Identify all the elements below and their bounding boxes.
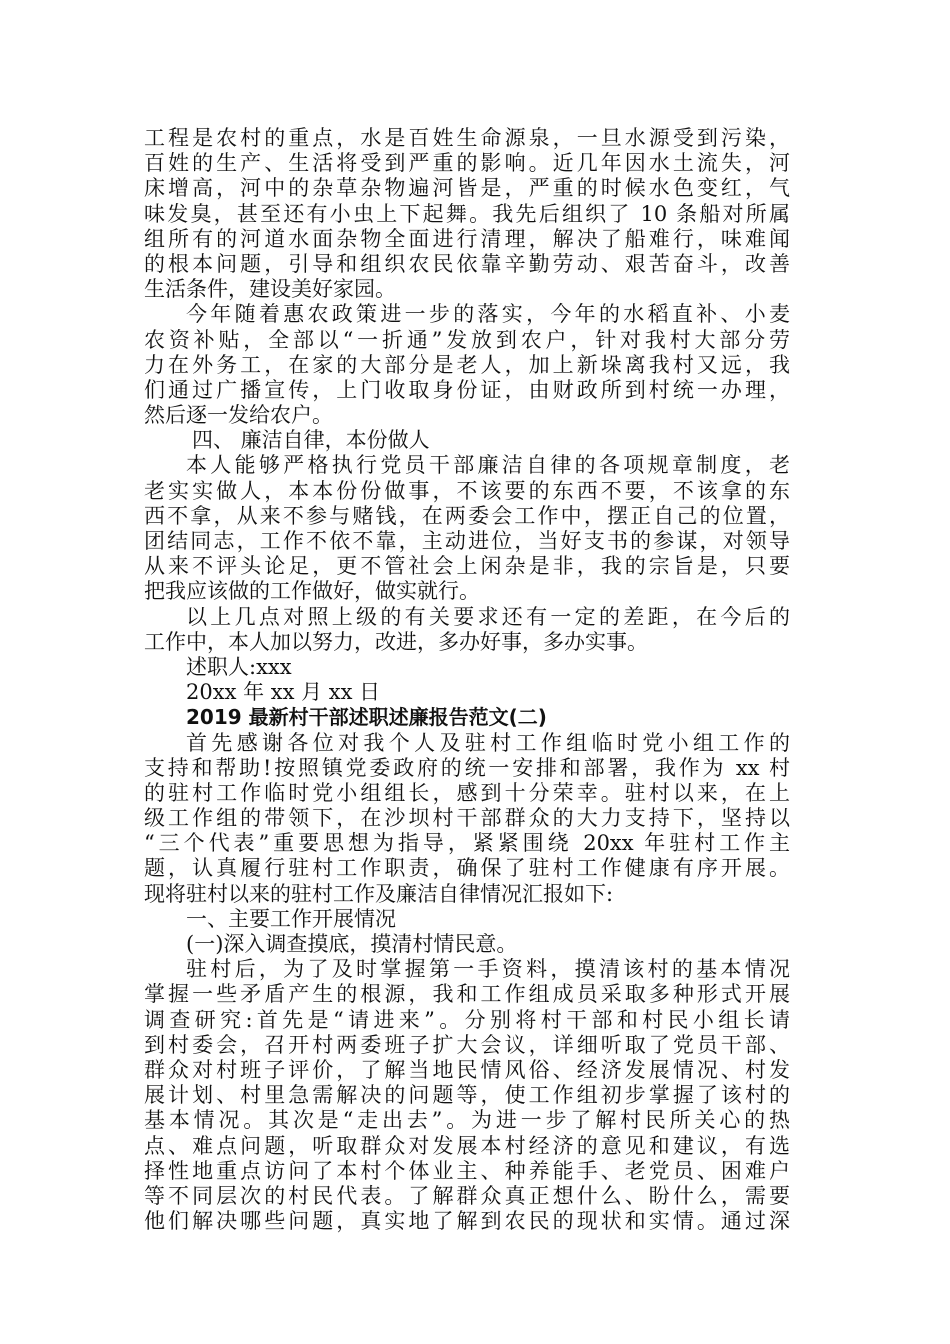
text-line: 百姓的生产、生活将受到严重的影响。近几年因水土流失，河 — [144, 151, 790, 176]
date-line: 20xx 年 xx 月 xx 日 — [186, 680, 381, 705]
signature-line: 述职人:xxx — [186, 654, 292, 679]
text-line: 展计划、村里急需解决的问题等，使工作组初步掌握了该村的 — [144, 1083, 790, 1108]
text-line: 支持和帮助!按照镇党委政府的统一安排和部署，我作为 xx 村 — [144, 755, 790, 780]
subsection-heading: (一)深入调查摸底，摸清村情民意。 — [186, 932, 518, 956]
text-line: 组所有的河道水面杂物全面进行清理，解决了船难行，味难闻 — [144, 226, 790, 251]
text-line: 点、难点问题，听取群众对发展本村经济的意见和建议，有选 — [144, 1133, 790, 1158]
paragraph-start: 本人能够严格执行党员干部廉洁自律的各项规章制度，老 — [186, 453, 790, 478]
article-title: 2019 最新村干部述职述廉报告范文(二) — [186, 705, 547, 730]
text-line: 择性地重点访问了本村个体业主、种养能手、老党员、困难户 — [144, 1158, 790, 1183]
text-line: 群众对村班子评价，了解当地民情风俗、经济发展情况、村发 — [144, 1057, 790, 1082]
section-heading: 四、 廉洁自律，本份做人 — [192, 428, 430, 453]
paragraph-start: 今年随着惠农政策进一步的落实，今年的水稻直补、小麦 — [186, 302, 790, 327]
text-line: 到村委会，召开村两委班子扩大会议，详细听取了党员干部、 — [144, 1032, 790, 1057]
text-line: 西不拿，从来不参与赌钱，在两委会工作中，摆正自己的位置， — [144, 503, 790, 528]
text-line: 味发臭，甚至还有小虫上下起舞。我先后组织了 10 条船对所属 — [144, 201, 790, 226]
text-line: 的根本问题，引导和组织农民依靠辛勤劳动、艰苦奋斗，改善 — [144, 251, 790, 276]
text-line: 他们解决哪些问题，真实地了解到农民的现状和实情。通过深 — [144, 1209, 790, 1234]
text-line: 从来不评头论足，更不管社会上闲杂是非，我的宗旨是，只要 — [144, 554, 790, 579]
text-line: 工作中，本人加以努力，改进，多办好事，多办实事。 — [144, 629, 648, 654]
text-line: 现将驻村以来的驻村工作及廉洁自律情况汇报如下: — [144, 881, 614, 906]
text-line: 生活条件，建设美好家园。 — [144, 277, 396, 302]
text-line: 们通过广播宣传，上门收取身份证，由财政所到村统一办理， — [144, 377, 790, 402]
paragraph-start: 首先感谢各位对我个人及驻村工作组临时党小组工作的 — [186, 730, 790, 755]
text-line: 把我应该做的工作做好，做实就行。 — [144, 579, 480, 604]
text-line: 掌握一些矛盾产生的根源，我和工作组成员采取多种形式开展 — [144, 982, 790, 1007]
text-line: 级工作组的带领下，在沙坝村干部群众的大力支持下，坚持以 — [144, 806, 790, 831]
text-line: 然后逐一发给农户。 — [144, 403, 333, 428]
text-line: 力在外务工，在家的大部分是老人，加上新垛离我村又远，我 — [144, 352, 790, 377]
text-line: 基本情况。其次是“走出去”。为进一步了解村民所关心的热 — [144, 1108, 790, 1133]
text-line: 农资补贴，全部以“一折通”发放到农户，针对我村大部分劳 — [144, 327, 790, 352]
text-line: 调查研究:首先是“请进来”。分别将村干部和村民小组长请 — [144, 1007, 790, 1032]
text-line: “三个代表”重要思想为指导，紧紧围绕 20xx 年驻村工作主 — [144, 831, 790, 856]
text-line: 工程是农村的重点，水是百姓生命源泉，一旦水源受到污染， — [144, 126, 790, 150]
document-page — [144, 126, 790, 1234]
paragraph-start: 以上几点对照上级的有关要求还有一定的差距，在今后的 — [186, 604, 790, 629]
paragraph-start: 驻村后，为了及时掌握第一手资料，摸清该村的基本情况 — [186, 957, 790, 982]
text-line: 老实实做人，本本份份做事，不该要的东西不要，不该拿的东 — [144, 478, 790, 503]
text-line: 的驻村工作临时党小组组长，感到十分荣幸。驻村以来，在上 — [144, 780, 790, 805]
text-line: 团结同志，工作不依不靠，主动进位，当好支书的参谋，对领导 — [144, 529, 790, 553]
text-line: 床增高，河中的杂草杂物遍河皆是，严重的时候水色变红，气 — [144, 176, 790, 201]
section-heading: 一、主要工作开展情况 — [186, 906, 396, 931]
text-line: 题，认真履行驻村工作职责，确保了驻村工作健康有序开展。 — [144, 856, 790, 881]
text-line: 等不同层次的村民代表。了解群众真正想什么、盼什么，需要 — [144, 1183, 790, 1208]
